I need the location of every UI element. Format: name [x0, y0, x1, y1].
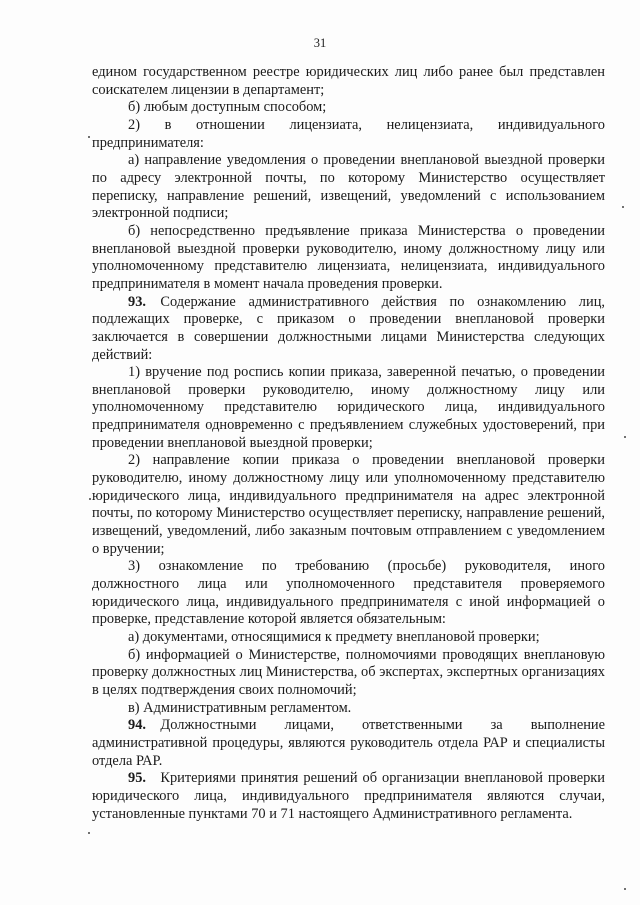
paragraph-text: 2) направление копии приказа о проведении внеплановой проверки руководителю, иному должностному лицу или уполномоченному представителю юридического лица, индивидуального предпринимателя на адрес электронной почты, по которому Министерство осуществляет переписку, направление решений, извещений, уведомлений, либо заказным почтовым отправлением с уведомлением о вручении; [92, 452, 605, 557]
paragraph-text: 2) в отношении лицензиата, нелицензиата, индивидуального предпринимателя: [92, 116, 605, 151]
paragraph-subitem-a [92, 152, 605, 223]
paragraph-number: 93. [128, 293, 146, 310]
paragraph-subitem-a2 [92, 629, 605, 647]
paragraph-subitem-b3 [92, 647, 605, 700]
scan-speck [88, 832, 90, 834]
paragraph-number: 95. [128, 770, 146, 787]
paragraph-subitem-b2 [92, 223, 605, 294]
paragraph-text: Содержание административного действия по ознакомлению лиц, подлежащих проверке, с приказом о проведении внеплановой проверки заключается в совершении должностными лицами Министерства следующих действий: [92, 293, 605, 363]
paragraph-93 [92, 294, 605, 365]
paragraph-text: а) документами, относящимися к предмету внеплановой проверки; [128, 629, 540, 645]
paragraph-text: едином государственном реестре юридических лиц либо ранее был представлен соискателем лицензии в департамент; [92, 64, 605, 98]
paragraph-item-1 [92, 364, 605, 452]
paragraph-text: Должностными лицами, ответственными за выполнение административной процедуры, являются руководитель отдела РАР и специалисты отдела РАР. [92, 717, 605, 769]
paragraph-95 [92, 770, 605, 823]
document-body [92, 64, 605, 823]
paragraph-text: а) направление уведомления о проведении внеплановой выездной проверки по адресу электронной почты, по которому Министерство осуществляет переписку, направление решений, извещений, уведомлений с использованием электронной подписи; [92, 152, 605, 222]
paragraph-number: 94. [128, 717, 146, 734]
paragraph-text: б) информацией о Министерстве, полномочиями проводящих внеплановую проверку должностных лиц Министерства, об экспертах, экспертных организациях в целях подтверждения своих полномочий; [92, 646, 605, 698]
paragraph-text: 1) вручение под роспись копии приказа, заверенной печатью, о проведении внеплановой проверки руководителю, иному должностному лицу или уполномоченному представителю юридического лица, индивидуального предпринимателя одновременно с предъявлением служебных удостоверений, при проведении внеплановой выездной проверки; [92, 364, 605, 451]
page-number: 31 [313, 36, 327, 50]
scan-speck [89, 498, 91, 500]
paragraph-item-2b [92, 452, 605, 558]
paragraph-94 [92, 717, 605, 770]
scan-speck [624, 888, 626, 890]
scan-speck [622, 206, 624, 208]
paragraph-continuation [92, 64, 605, 99]
paragraph-subitem-v [92, 700, 605, 718]
paragraph-text: б) непосредственно предъявление приказа Министерства о проведении внеплановой выездной проверки руководителю, иному должностному лицу или уполномоченному представителю лицензиата, нелицензиата, индивидуального предпринимателя в момент начала проведения проверки. [92, 222, 605, 292]
paragraph-subitem-b [92, 99, 605, 117]
scan-speck [624, 436, 626, 438]
paragraph-item-2 [92, 117, 605, 152]
paragraph-text: Критериями принятия решений об организации внеплановой проверки юридического лица, индивидуального предпринимателя являются случаи, установленные пунктами 70 и 71 настоящего Административного регламента. [92, 770, 605, 822]
paragraph-text: в) Административным регламентом. [128, 699, 352, 716]
scan-speck [88, 136, 90, 138]
paragraph-item-3 [92, 558, 605, 629]
paragraph-text: б) любым доступным способом; [128, 99, 327, 116]
paragraph-text: 3) ознакомление по требованию (просьбе) руководителя, иного должностного лица или уполномоченного представителя проверяемого юридического лица, индивидуального предпринимателя с иной информацией о проверке, представление которой является обязательным: [92, 558, 605, 628]
